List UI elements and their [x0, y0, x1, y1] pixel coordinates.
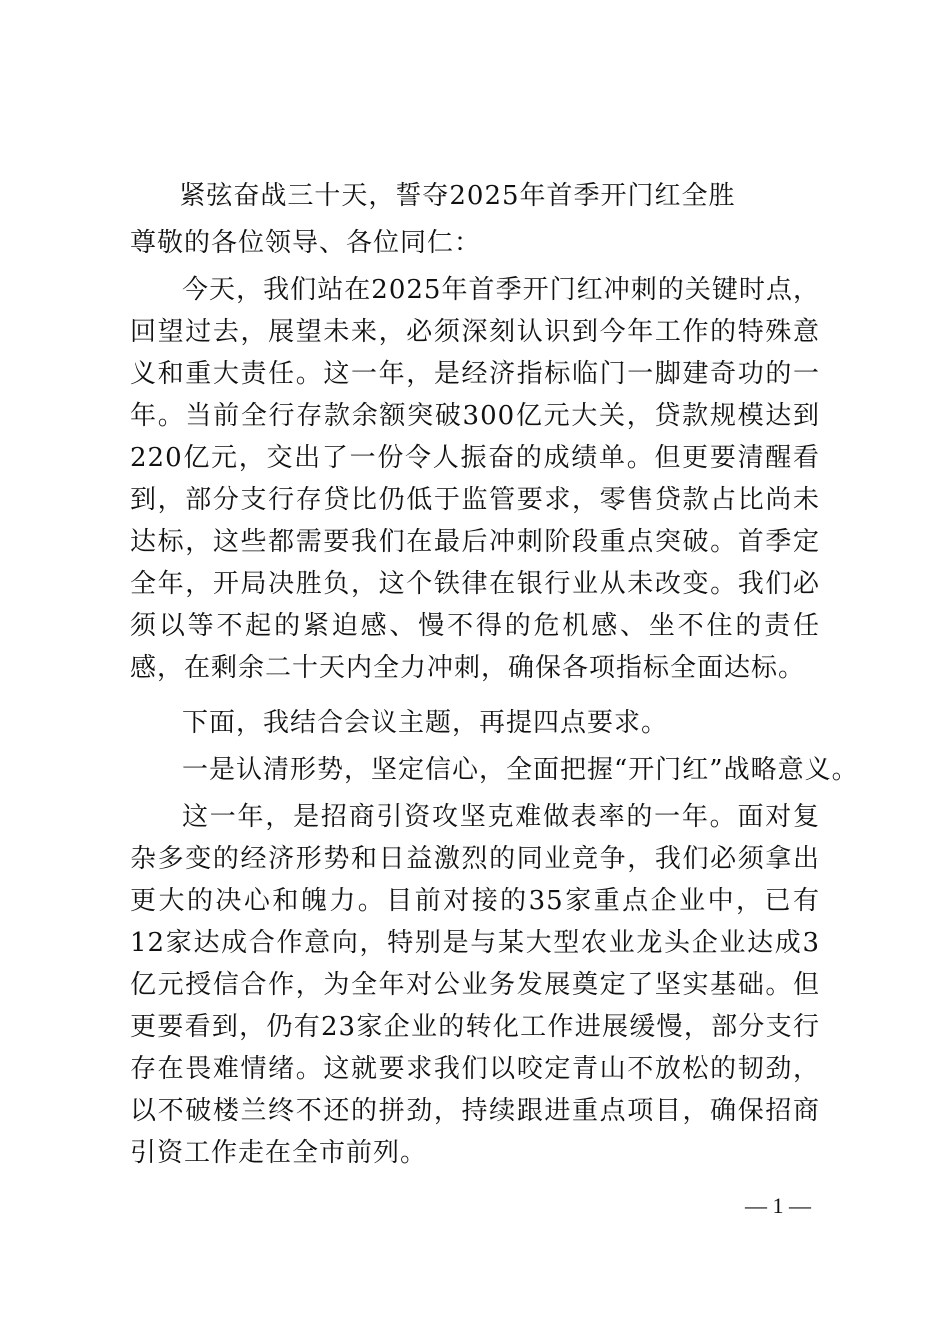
- document-title: 紧弦奋战三十天，誓夺2025年首季开门红全胜: [179, 181, 736, 211]
- paragraph-investment: 这一年，是招商引资攻坚克难做表率的一年。面对复杂多变的经济形势和日益激烈的同业竞争，我们必须拿出更大的决心和魄力。目前对接的35家重点企业中，已有12家达成合作意向，特别是与某大型农业龙头企业达成3亿元授信合作，为全年对公业务发展奠定了坚实基础。但更要看到，仍有23家企业的转化工作进展缓慢，部分支行存在畏难情绪。这就要求我们以咬定青山不放松的韧劲，以不破楼兰终不还的拼劲，持续跟进重点项目，确保招商引资工作走在全市前列。: [130, 802, 820, 1168]
- section-heading-one: 一是认清形势，坚定信心，全面把握“开门红”战略意义。: [182, 755, 859, 785]
- page-number: — 1 —: [745, 1193, 811, 1218]
- salutation: 尊敬的各位领导、各位同仁：: [130, 228, 482, 258]
- paragraph-requirements-intro: 下面，我结合会议主题，再提四点要求。: [182, 708, 669, 738]
- paragraph-opening: 今天，我们站在2025年首季开门红冲刺的关键时点，回望过去，展望未来，必须深刻认识到今年工作的特殊意义和重大责任。这一年，是经济指标临门一脚建奇功的一年。当前全行存款余额突破300亿元大关，贷款规模达到220亿元，交出了一份令人振奋的成绩单。但更要清醒看到，部分支行存贷比仍低于监管要求，零售贷款占比尚未达标，这些都需要我们在最后冲刺阶段重点突破。首季定全年，开局决胜负，这个铁律在银行业从未改变。我们必须以等不起的紧迫感、慢不得的危机感、坐不住的责任感，在剩余二十天内全力冲刺，确保各项指标全面达标。: [130, 275, 820, 683]
- document-body: [130, 175, 859, 1187]
